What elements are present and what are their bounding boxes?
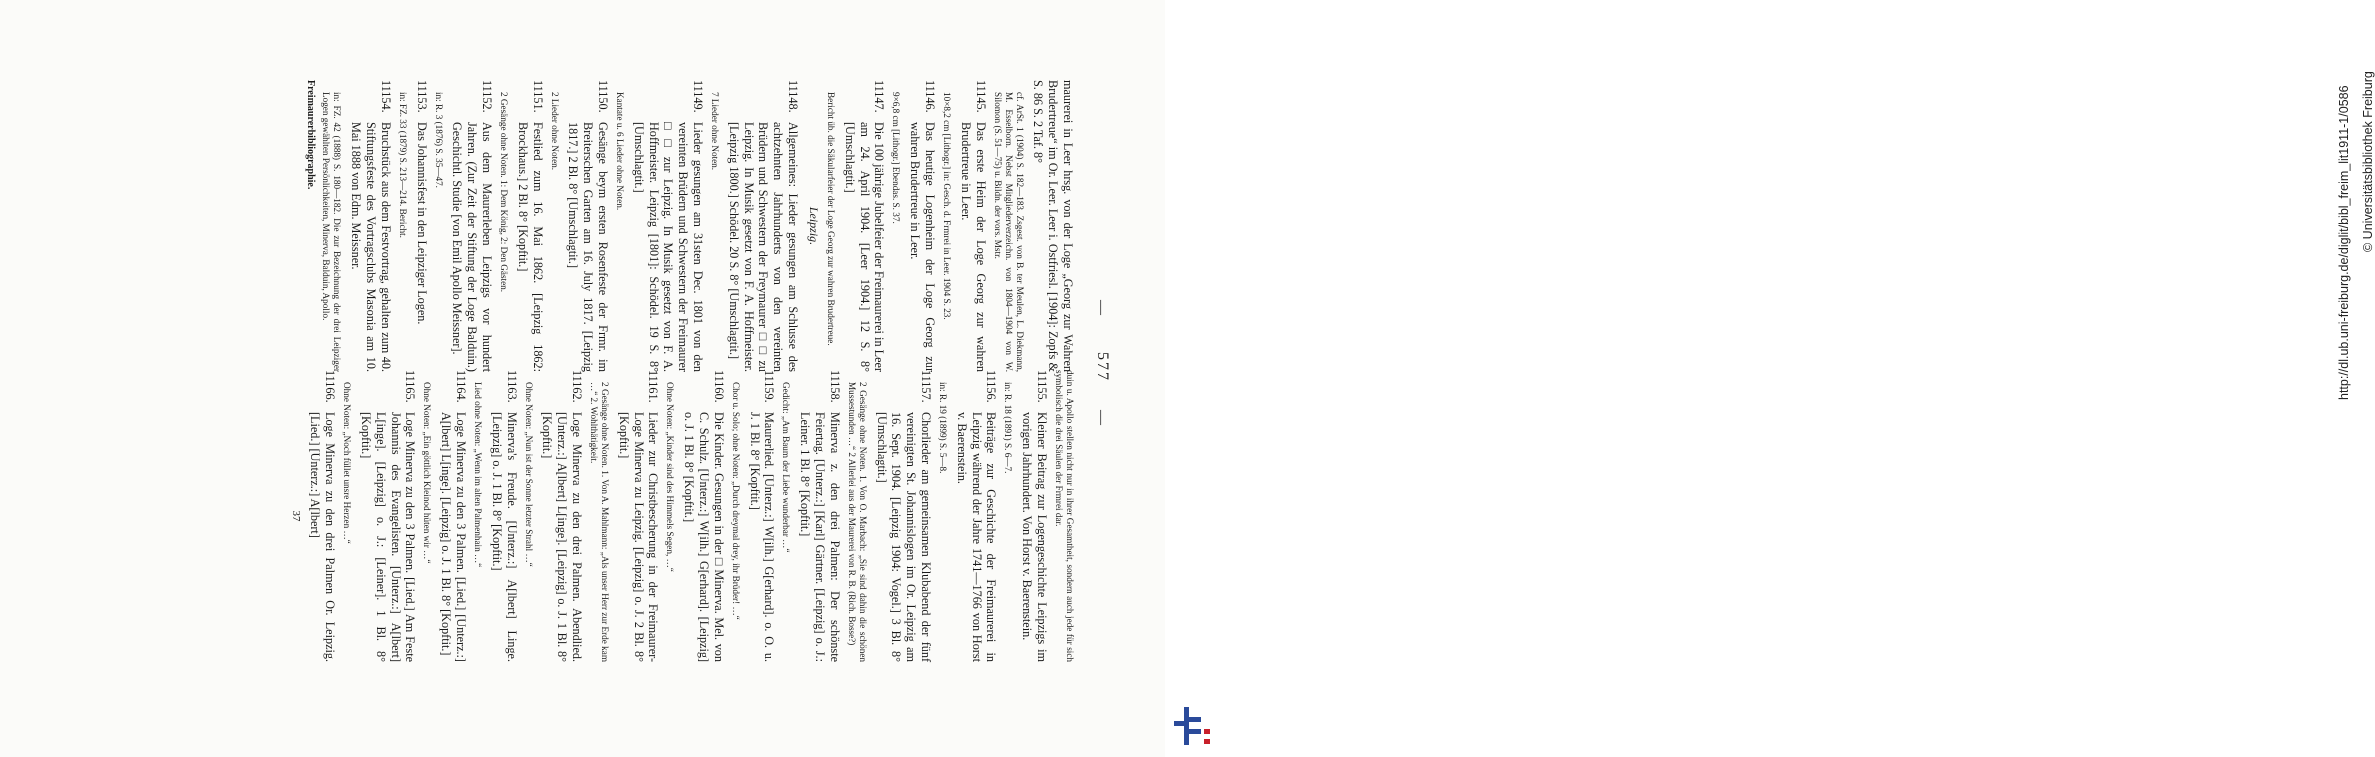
entry-text: Aus dem Maurerleben Leipzigs vor hundert Jahren. (Zur Zeit der Stiftung der Loge Balduin.) Geschichtl. Studie [von Emil Apollo Meissner]. [450, 122, 495, 372]
entry-text: Gesänge beym ersten Rosenfeste der Frmr. im Breiterschen Garten am 16. July 1817. [Leipzig 1817.] 2 Bl. 8° [Umschlagtit.] [566, 122, 611, 372]
entry-11165: 11165.Loge Minerva zu den 3 Palmen. [Lied.] Am Feste Johannis des Evangelisten. [Unterz.:] A[lbert] L[inge]. [Leipzig] o. J.: [Leiner]. 1 Bl. 8° [Kopftit.] [359, 370, 418, 662]
entry-11145: 11145.Das erste Heim der Loge Georg zur wahren Brudertreue in Leer. [958, 80, 988, 372]
entry-11158: 11158.Minerva z. den drei Palmen: Der schönste Feiertag. [Unterz.:] [Karl] Gärtner. [Leipzig] o. J.: Leiner. 1 Bl. 8° [Kopftit.] [798, 370, 842, 662]
entry-text: Maurerlied. [Unterz.:] W[ilh.] G[erhard]. o. O. u. J. 1 Bl. 8° [Kopftit.] [747, 412, 777, 662]
entry-11162: 11162.Loge Minerva zu den drei Palmen. Abendlied. [Unterz.:] A[lbert] L[inge]. [Leipzig] o. J. 1 Bl. 8° [Kopftit.] [540, 370, 585, 662]
entry-note: 10×8,2 cm [Lithogr.] in: Gesch. d. Frmrei in Leer. 1904 S. 23. [942, 92, 953, 320]
header-dash-left: — [1093, 300, 1109, 315]
page-footer-signature: Freimaurerbibliographie. [305, 80, 317, 190]
entry-text: Lieder zur Christbescherung in der Freimaurer-Loge Minerva zu Leipzig. [Leipzig] o. J. 2 Bl. 8° [Kopftit.] [616, 412, 661, 662]
permalink-url[interactable]: http://dl.ub.uni-freiburg.de/diglit/bibl_freim_lit1911-1/0586 [2337, 85, 2351, 400]
entry-text: Loge Minerva zu den drei Palmen. Abendlied. [Unterz.:] A[lbert] L[inge]. [Leipzig] o. J. 1 Bl. 8° [Kopftit.] [540, 412, 585, 662]
entry-note: in: R. 19 (1899) S. 5—8. [938, 382, 949, 474]
entry-11159: 11159.Maurerlied. [Unterz.:] W[ilh.] G[erhard]. o. O. u. J. 1 Bl. 8° [Kopftit.] [747, 370, 777, 662]
entry-continuation: maurerei in Leer hrsg. von der Loge „Georg zur Wahren Brudertreue“ im Or. Leer. Leer i. Ostfriesl. [1904]: Zopfs & S. 86 S. 2 Taf. 8° [1031, 80, 1075, 372]
copyright-notice: © Universitätsbibliothek Freiburg [2361, 71, 2375, 252]
entry-note: in: FZ. 42 (1888) S. 180—182. Die zur Bezeichnung der drei Leipziger Logen gewählten Persönlichkeiten, Minerva, Balduin, Apollo. [321, 92, 343, 372]
page-number: 577 [1094, 352, 1111, 382]
entry-note: 2 Lieder ohne Noten. [549, 92, 560, 171]
entry-11152: 11152.Aus dem Maurerleben Leipzigs vor hundert Jahren. (Zur Zeit der Stiftung der Loge Balduin.) Geschichtl. Studie [von Emil Apollo Meissner]. [450, 80, 495, 372]
university-library-logo-icon [1172, 705, 1214, 747]
entry-text: Festlied zum 16. Mai 1862. [Leipzig 1862: Brockhaus.] 2 Bl. 8° [Kopftit.] [515, 122, 545, 372]
entry-11149: 11149.Lieder gesungen am 31sten Dec. 1801 von den vereinten Brüdern und Schwestern der Freimaurer □ □ zur Leipzig. In Musik gesetzt von F. A. Hoffmeister. Leipzig [1801]: Schödel. 19 S. 8° [Umschlagtit.] [631, 80, 706, 372]
entry-text: Chorlieder am gemeinsamen Klubabend der fünf vereinigten St. Johannislogen im Or. Leipzig am 16. Sept. 1904. [Leipzig 1904: Vogel.] 3 Bl. 8° [Umschlagtit.] [874, 412, 934, 662]
scanned-page [0, 0, 1165, 757]
catchword: 37 [289, 510, 302, 522]
entry-note: in: R. 3 (1876) S. 35—47. [433, 92, 444, 188]
entry-11146: 11146.Das heutige Logenheim der Loge Georg zur wahren Brudertreue in Leer. [908, 80, 938, 372]
entry-note: 2 Gesänge ohne Noten. 1. Von A. Mahlmann: „Als unser Herr zur Erde kam …“ 2. Wohlthätigkeit. [589, 382, 611, 662]
entry-text: Das erste Heim der Loge Georg zur wahren Brudertreue in Leer. [958, 122, 988, 372]
entry-text: Minerva z. den drei Palmen: Der schönste Feiertag. [Unterz.:] [Karl] Gärtner. [Leipzig] o. J.: Leiner. 1 Bl. 8° [Kopftit.] [798, 412, 842, 662]
entry-11163: 11163.Minerva's Freude. [Unterz.:] A[lbert] Linge. [Leipzig] o. J. 1 Bl. 8° [Kopftit.] [489, 370, 519, 662]
entry-11148: 11148.Allgemeines: Lieder gesungen am Schlusse des achtzehnten Jahrhunderts von den vereinten Brüdern und Schwestern der Freymaurer □ □ zu Leipzig. In Musik gesetzt von F. A. Hoffmeister. [Leipzig 1800.] Schödel. 20 S. 8° [Umschlagtit.] [726, 80, 801, 372]
entry-note: in: FZ. 33 (1879) S. 213—214. Bericht. [397, 92, 408, 238]
entry-note: Ohne Noten: „Ein göttlich Kleinod hüten wir …“ [422, 382, 433, 564]
entry-note: Kantate u. 6 Lieder ohne Noten. [615, 92, 626, 211]
section-heading: Leipzig. [807, 206, 822, 246]
column-left [305, 80, 1075, 372]
page-header [1083, 70, 1115, 710]
entry-11154: 11154.Bruchstück aus dem Festvortrag, gehalten zum 40. Stiftungsfeste des Vortragsclubs Masonia am 10. Mai 1888 von Edm. Meissner. [349, 80, 393, 372]
entry-note: Ohne Noten: „Kinder sind des Himmels Segen, …“ [665, 382, 676, 572]
entry-11160: 11160.Die Kinder. Gesungen in der □ Minerva. Mel. von C. Schulz. [Unterz.:] W[ilh.] G[erhard]. [Leipzig] o. J. 1 Bl. 8° [Kopftit.] [682, 370, 726, 662]
entry-text: Beiträge zur Geschichte der Freimaurerei in Leipzig während der Jahre 1741—1766 von Horst v. Baerenstein. [954, 412, 999, 662]
entry-text: Die Kinder. Gesungen in der □ Minerva. Mel. von C. Schulz. [Unterz.:] W[ilh.] G[erhard]. [Leipzig] o. J. 1 Bl. 8° [Kopftit.] [682, 412, 726, 662]
entry-11150: 11150.Gesänge beym ersten Rosenfeste der Frmr. im Breiterschen Garten am 16. July 1817. [Leipzig 1817.] 2 Bl. 8° [Umschlagtit.] [566, 80, 611, 372]
entry-text: Lieder gesungen am 31sten Dec. 1801 von den vereinten Brüdern und Schwestern der Freimaurer □ □ zur Leipzig. In Musik gesetzt von F. A. Hoffmeister. Leipzig [1801]: Schödel. 19 S. 8° [Umschlagtit.] [631, 122, 706, 372]
entry-text: Minerva's Freude. [Unterz.:] A[lbert] Linge. [Leipzig] o. J. 1 Bl. 8° [Kopftit.] [489, 412, 519, 662]
entry-text: Allgemeines: Lieder gesungen am Schlusse des achtzehnten Jahrhunderts von den vereinten Brüdern und Schwestern der Freymaurer □ □ zu Leipzig. In Musik gesetzt von F. A. Hoffmeister. [Leipzig 1800.] Schödel. 20 S. 8° [Umschlagtit.] [726, 122, 801, 372]
entry-text: Bruchstück aus dem Festvortrag, gehalten zum 40. Stiftungsfeste des Vortragsclubs Masonia am 10. Mai 1888 von Edm. Meissner. [349, 122, 393, 372]
entry-text: Das Johannisfest in den Leipziger Logen. [414, 122, 429, 325]
entry-note: 9×6,8 cm [Lithogr.] Ebendas. S. 37. [891, 92, 902, 224]
entry-note: cf. ArSt. 1 (1904) S. 182—183. Zsgest. von B. ter Meulen, L. Diekmann, M. Esselborn. Nebst Mitgliederverzeichn. von 1804—1904 von W. Silomon (S. 51—75) u. Bildn. der vors. Mstr. [992, 92, 1025, 372]
entry-text: Kleiner Beitrag zur Logengeschichte Leipzigs im vorigen Jahrhundert. Von Horst v. Baerenstein. [1020, 412, 1049, 662]
entry-11161: 11161.Lieder zur Christbescherung in der Freimaurer-Loge Minerva zu Leipzig. [Leipzig] o. J. 2 Bl. 8° [Kopftit.] [616, 370, 661, 662]
entry-note: in: R. 18 (1891) S. 6—7. [1003, 382, 1014, 474]
column-right [289, 370, 1075, 662]
entry-11155: 11155.Kleiner Beitrag zur Logengeschichte Leipzigs im vorigen Jahrhundert. Von Horst v. Baerenstein. [1020, 370, 1049, 662]
entry-text: Das heutige Logenheim der Loge Georg zur wahren Brudertreue in Leer. [908, 122, 938, 372]
entry-text: Loge Minerva zu den 3 Palmen. [Lied.] Am Feste Johannis des Evangelisten. [Unterz.:] A[lbert] L[inge]. [Leipzig] o. J.: [Leiner]. 1 Bl. 8° [Kopftit.] [359, 412, 418, 662]
entry-11151: 11151.Festlied zum 16. Mai 1862. [Leipzig 1862: Brockhaus.] 2 Bl. 8° [Kopftit.] [515, 80, 545, 372]
entry-note: 2 Gesänge ohne Noten. 1. Von O. Marbach: „Sie sind dahin die schönen Mussestunden …“ 2 Allerlei aus der Maurerei von R. B. (Rich. Bosse?) [846, 382, 868, 662]
entry-11156: 11156.Beiträge zur Geschichte der Freimaurerei in Leipzig während der Jahre 1741—1766 von Horst v. Baerenstein. [954, 370, 999, 662]
entry-note: 7 Lieder ohne Noten. [710, 92, 721, 171]
entry-11147: 11147.Die 100 jährige Jubelfeier der Freimaurerei in Leer am 24. April 1904. [Leer 1904.] 12 S. 8° [Umschlagtit.] [842, 80, 887, 372]
entry-continuation: duin u. Apollo stellen nicht nur in ihrer Gesamtheit, sondern auch jede für sich symbolisch die drei Säulen der Frmrei dar. [1054, 370, 1075, 662]
entry-text: Die 100 jährige Jubelfeier der Freimaurerei in Leer am 24. April 1904. [Leer 1904.] 12 S. 8° [Umschlagtit.] [842, 122, 887, 372]
rotated-page-content [115, 70, 1115, 710]
entry-11153: 11153.Das Johannisfest in den Leipziger Logen. [414, 80, 429, 325]
entry-text: Loge Minerva zu den drei Palmen Or. Leipzig. [Lied.] [Unterz.:] A[lbert] [308, 412, 338, 662]
header-dash-right: — [1093, 410, 1109, 425]
entry-text: Loge Minerva zu den 3 Palmen. [Lied.] [Unterz.:] A[lbert] L[inge]. [Leipzig] o. J. 1 Bl. 8° [Kopftit.] [439, 412, 469, 662]
entry-note: Lied ohne Noten: „Wenn im alten Palmenhain …“ [473, 382, 484, 568]
entry-note: Ohne Noten: „Nun ist der Sonne letzter Strahl …“ [523, 382, 534, 567]
entry-11166: 11166.Loge Minerva zu den drei Palmen Or. Leipzig. [Lied.] [Unterz.:] A[lbert] [308, 370, 338, 662]
entry-note: 2 Gesänge ohne Noten. 1: Dem König, 2: Den Gästen. [499, 92, 510, 293]
entry-note: Bericht üb. die Säkularfeier der Loge Georg zur wahren Brudertreue. [826, 92, 837, 346]
entry-note: Gedicht: „Am Baum der Liebe wunderbar …“ [781, 382, 792, 553]
metadata-strip [1165, 0, 2375, 757]
entry-note: Chor u. Solo; ohne Noten: „Durch dreymal drey, ihr Brüder! …“ [730, 382, 741, 620]
entry-11164: 11164.Loge Minerva zu den 3 Palmen. [Lied.] [Unterz.:] A[lbert] L[inge]. [Leipzig] o. J. 1 Bl. 8° [Kopftit.] [439, 370, 469, 662]
entry-11157: 11157.Chorlieder am gemeinsamen Klubabend der fünf vereinigten St. Johannislogen im Or. Leipzig am 16. Sept. 1904. [Leipzig 1904: Vogel.] 3 Bl. 8° [Umschlagtit.] [874, 370, 934, 662]
entry-note: Ohne Noten: „Noch füllet unsre Herzen …“ [342, 382, 353, 544]
